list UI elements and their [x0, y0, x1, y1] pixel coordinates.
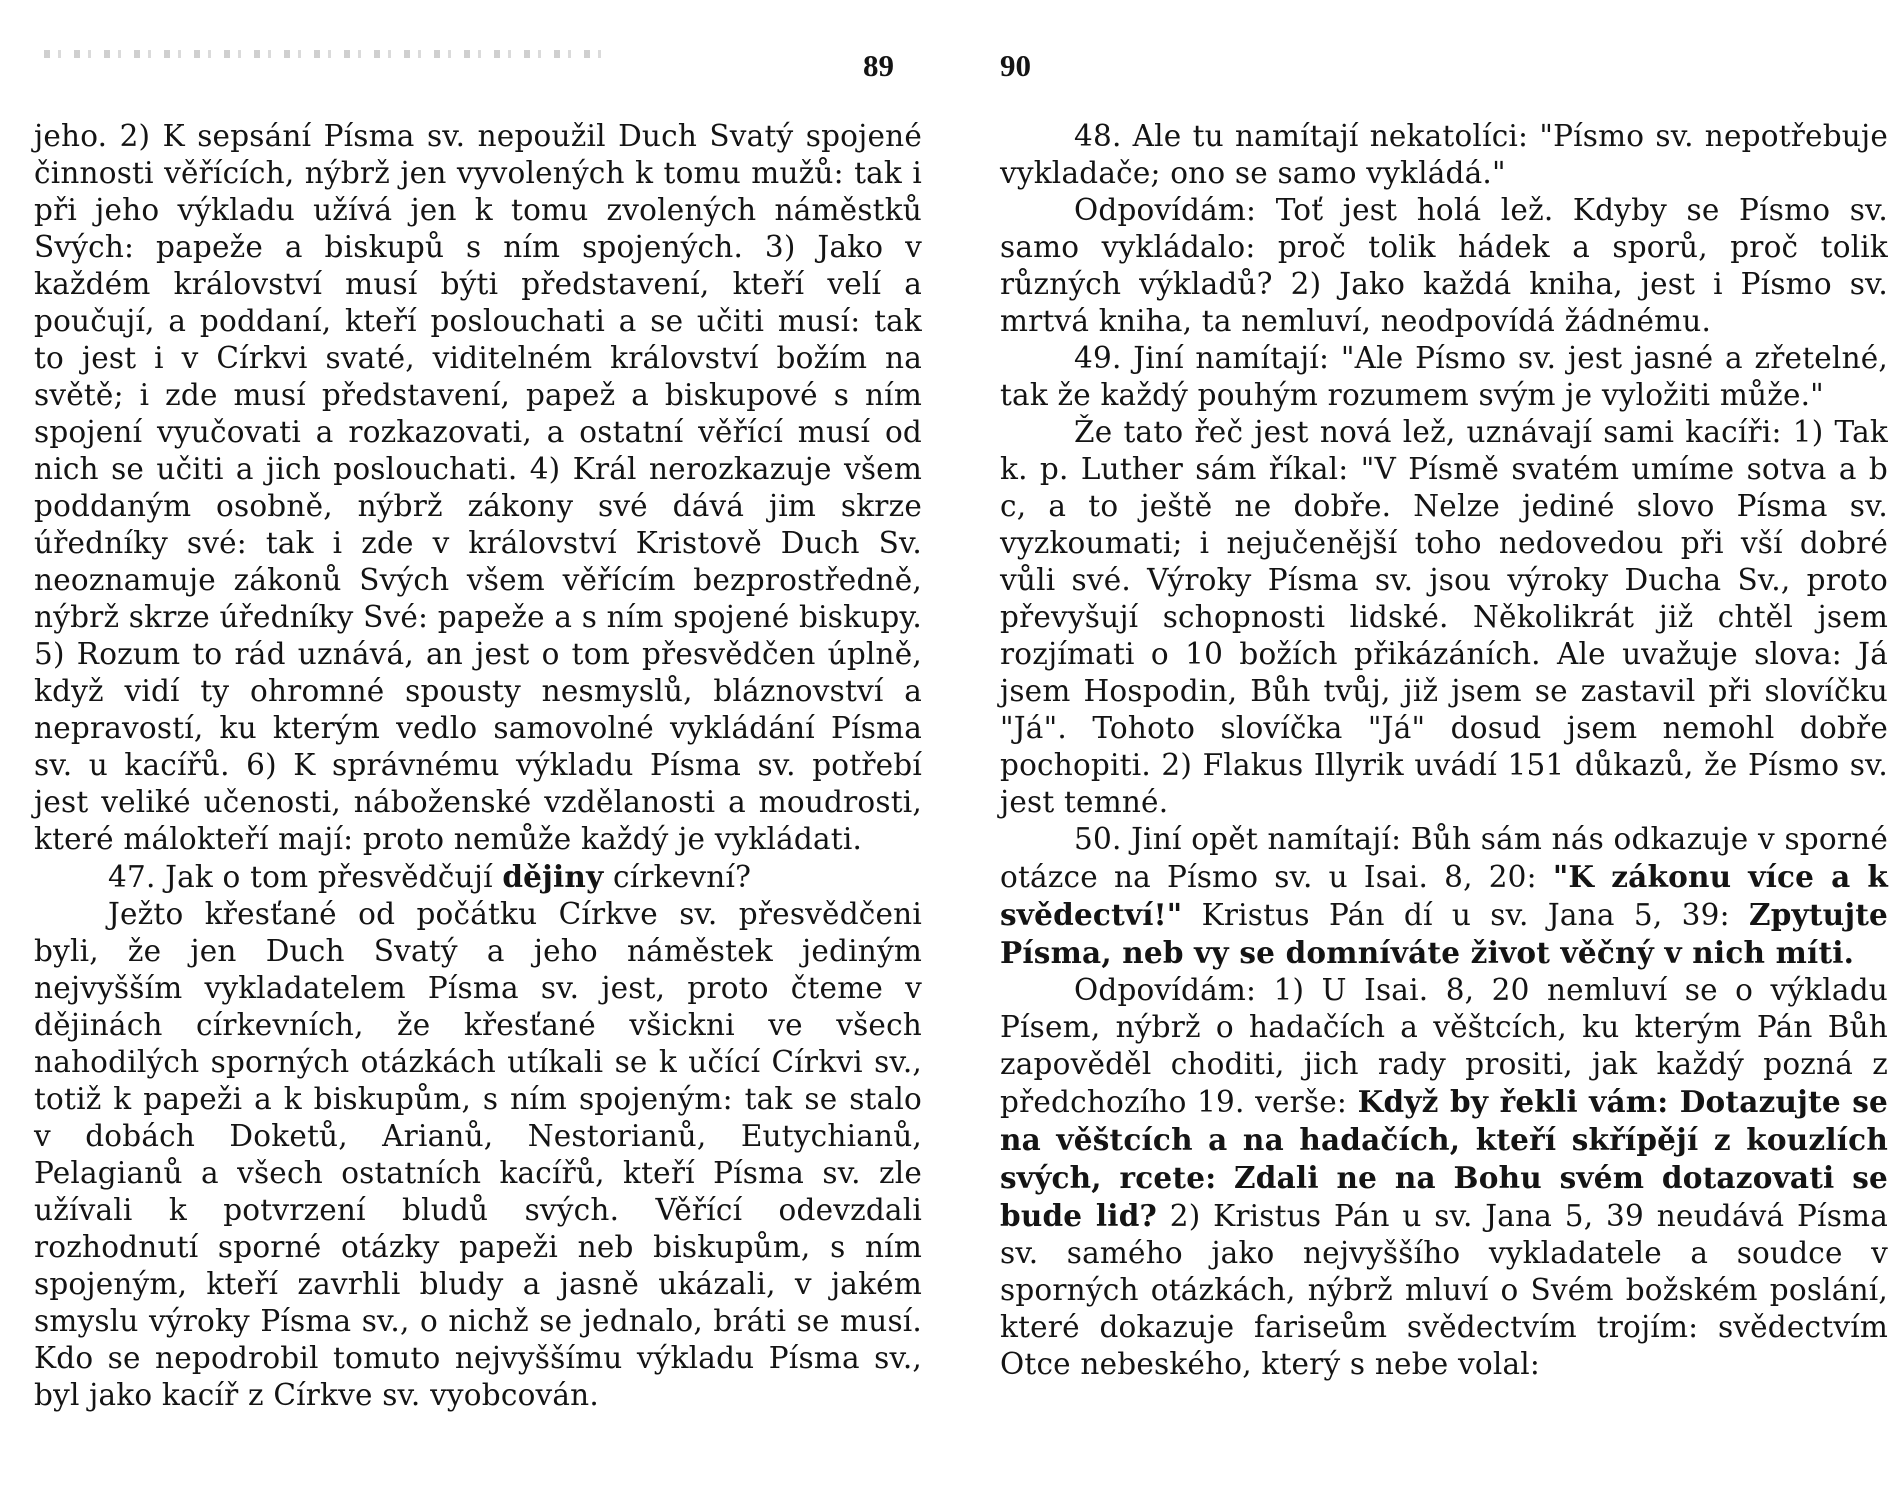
- page-number: 89: [863, 48, 894, 83]
- text-segment: jeho. 2) K sepsání Písma sv. nepoužil Duch Svatý spojené činnosti věřících, nýbrž jen vyvolených k tomu mužů: tak i při jeho výkladu užívá jen k tomu zvolených náměstků Svých: papeže a biskupů s ním spojených. 3) Jako v každém království musí býti představení, kteří velí a poučují, a poddaní, kteří poslouchati a se učiti musí: tak to jest i v Církvi svaté, viditelném království božím na světě; i zde musí představení, papež a biskupové s ním spojení vyučovati a rozkazovati, a ostatní věřící musí od nich se učiti a jich poslouchati. 4) Král nerozkazuje všem poddaným osobně, nýbrž zákony své dává jim skrze úředníky své: tak i zde v království Kristově Duch Sv. neoznamuje zákonů Svých všem věřícím bezprostředně, nýbrž skrze úředníky Své: papeže a s ním spojené biskupy. 5) Rozum to rád uznává, an jest o tom přesvědčen úplně, když vidí ty ohromné spousty nesmyslů, bláznovství a nepravostí, ku kterým vedlo samovolné vykládání Písma sv. u kacířů. 6) K správnému výkladu Písma sv. potřebí jest veliké učenosti, náboženské vzdělanosti a moudrosti, které málokteří mají: proto nemůže každý je vykládati.: [34, 119, 922, 856]
- text-segment: Ježto křesťané od počátku Církve sv. přesvědčeni byli, že jen Duch Svatý a jeho náměstek jediným nejvyšším vykladatelem Písma sv. jest, proto čteme v dějinách církevních, že křesťané všickni ve všech nahodilých sporných otázkách utíkali se k učící Církvi sv., totiž k papeži a k biskupům, s ním spojeným: tak se stalo v dobách Doketů, Arianů, Nestorianů, Eutychianů, Pelagianů a všech ostatních kacířů, kteří Písma sv. zle užívali k potvrzení bludů svých. Věřící odevzdali rozhodnutí sporné otázky papeži neb biskupům, s ním spojeným, kteří zavrhli bludy a jasně ukázali, v jakém smyslu výroky Písma sv., o nichž se jednalo, bráti se musí. Kdo se nepodrobil tomuto nejvyššímu výkladu Písma sv., byl jako kacíř z Církve sv. vyobcován.: [34, 897, 922, 1412]
- bold-text: Když by řekli vám: Dotazujte se na věštcích a na hadačích, kteří skřípějí z kouzlích svých, rcete: Zdali ne na Bohu svém dotazovati se bude lid?: [1000, 1084, 1888, 1233]
- right-page: [1000, 0, 1888, 1500]
- text-segment: 47. Jak o tom přesvědčují: [108, 860, 503, 894]
- question-heading: [34, 858, 922, 896]
- bold-text: dějiny: [502, 859, 604, 894]
- text-segment: 49. Jiní namítají: "Ale Písmo sv. jest jasné a zřetelné, tak že každý pouhým rozumem svým je vyložiti může.": [1000, 341, 1888, 412]
- text-segment: 48. Ale tu namítají nekatolíci: "Písmo sv. nepotřebuje vykladače; ono se samo vykládá.": [1000, 119, 1888, 190]
- question-heading: [1000, 118, 1888, 192]
- paragraph: [1000, 414, 1888, 821]
- paragraph: [34, 896, 922, 1414]
- question-heading: [1000, 821, 1888, 972]
- page-text: [34, 118, 922, 1414]
- page-number: 90: [1000, 48, 1031, 83]
- text-segment: Odpovídám: 1) U Isai. 8, 20 nemluví se o výkladu Písem, nýbrž o hadačích a věštcích, ku kterým Pán Bůh zapověděl choditi, jich rady prositi, jak každý pozná z předchozího 19. verše:: [1000, 973, 1888, 1119]
- bold-text: Zpytujte Písma, neb vy se domníváte život věčný v nich míti.: [1000, 897, 1888, 970]
- bold-text: "K zákonu více a k svědectví!": [1000, 859, 1888, 932]
- left-page: [34, 0, 922, 1500]
- question-heading: [1000, 340, 1888, 414]
- paragraph: [1000, 192, 1888, 340]
- text-segment: Že tato řeč jest nová lež, uznávají sami kacíři: 1) Tak k. p. Luther sám říkal: "V Písmě svatém umíme sotva a b c, a to ještě ne dobře. Nelze jediné slovo Písma sv. vyzkoumati; i nejučenější toho nedovedou při vší dobré vůli své. Výroky Písma sv. jsou výroky Ducha Sv., proto převyšují schopnosti lidské. Několikrát již chtěl jsem rozjímati o 10 božích přikázáních. Ale uvažuje slova: Já jsem Hospodin, Bůh tvůj, již jsem se zastavil při slovíčku "Já". Tohoto slovíčka "Já" dosud jsem nemohl dobře pochopiti. 2) Flakus Illyrik uvádí 151 důkazů, že Písmo sv. jest temné.: [1000, 415, 1888, 819]
- paragraph: [34, 118, 922, 858]
- paragraph: [1000, 972, 1888, 1383]
- page-text: [1000, 118, 1888, 1383]
- text-segment: 2) Kristus Pán u sv. Jana 5, 39 neudává Písma sv. samého jako nejvyššího vykladatele a soudce v sporných otázkách, nýbrž mluví o Svém božském poslání, které dokazuje fariseům svědectvím trojím: svědectvím Otce nebeského, který s nebe volal:: [1000, 1199, 1888, 1381]
- text-segment: církevní?: [603, 860, 752, 894]
- text-segment: 50. Jiní opět namítají: Bůh sám nás odkazuje v sporné otázce na Písmo sv. u Isai. 8, 20:: [1000, 822, 1888, 894]
- text-segment: Odpovídám: Toť jest holá lež. Kdyby se Písmo sv. samo vykládalo: proč tolik hádek a sporů, proč tolik různých výkladů? 2) Jako každá kniha, jest i Písmo sv. mrtvá kniha, ta nemluví, neodpovídá žádnému.: [1000, 193, 1888, 338]
- text-segment: Kristus Pán dí u sv. Jana 5, 39:: [1182, 898, 1749, 932]
- scan-artifact: [44, 50, 604, 58]
